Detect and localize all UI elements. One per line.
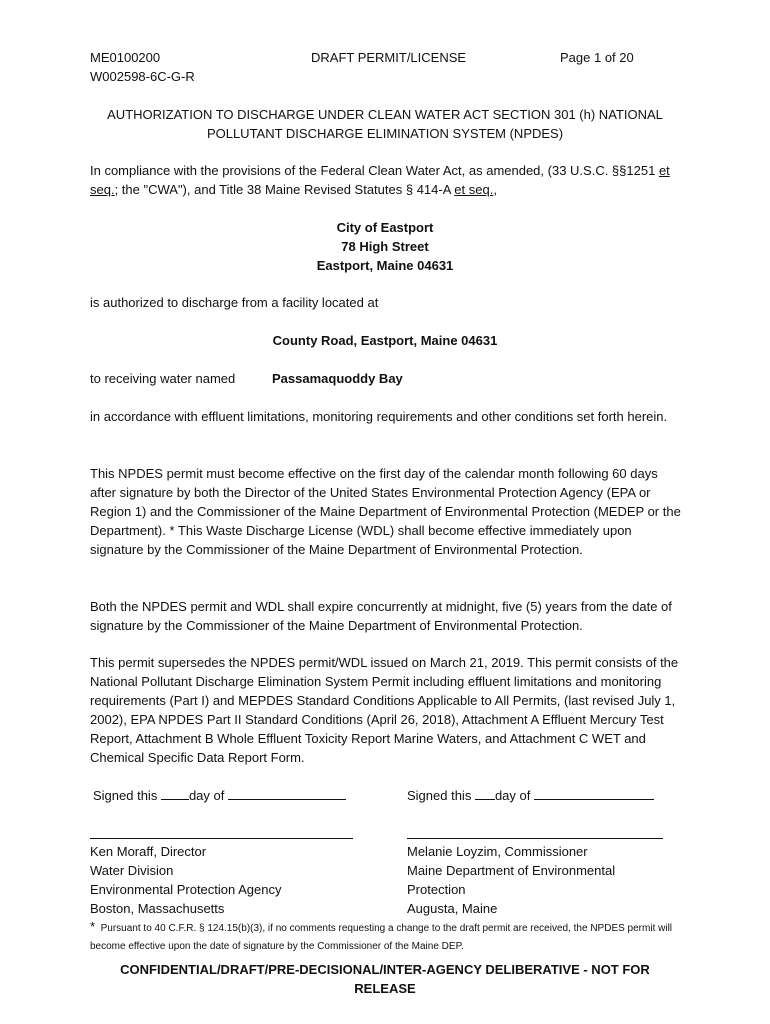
accordance-paragraph: in accordance with effluent limitations, monitoring requirements and other conditions set forth herein.: [90, 409, 668, 424]
compliance-paragraph: [90, 161, 682, 199]
epa-day-blank[interactable]: [161, 785, 189, 800]
expiration-paragraph: Both the NPDES permit and WDL shall expire concurrently at midnight, five (5) years from the date of signature by the Commissioner of the Maine Department of Environmental Protection.: [90, 599, 672, 633]
facility-location: County Road, Eastport, Maine 04631: [272, 333, 498, 348]
medep-department-cont: Protection: [407, 882, 466, 897]
permittee-city: Eastport, Maine 04631: [316, 258, 454, 273]
epa-signatory: [90, 842, 360, 918]
medep-location: Augusta, Maine: [407, 901, 498, 916]
footnote: [90, 918, 680, 956]
permittee-address: [90, 218, 680, 275]
day-of-label: day of: [494, 788, 531, 803]
signed-this-label: Signed this: [407, 788, 472, 803]
et-seq-2: et seq.: [454, 182, 494, 197]
title-line-1: AUTHORIZATION TO DISCHARGE UNDER CLEAN WATER ACT SECTION 301 (h) NATIONAL: [107, 107, 663, 122]
medep-signatory-name: Melanie Loyzim, Commissioner: [407, 844, 588, 859]
medep-signature-line[interactable]: [407, 838, 663, 839]
permittee-street: 78 High Street: [341, 239, 429, 254]
page-indicator: Page 1 of 20: [560, 50, 634, 65]
receiving-water-name: Passamaquoddy Bay: [272, 371, 403, 386]
facility-intro: is authorized to discharge from a facility located at: [90, 295, 379, 310]
medep-day-blank[interactable]: [475, 785, 495, 800]
epa-agency: Environmental Protection Agency: [90, 882, 282, 897]
epa-signed-line: [93, 785, 363, 805]
permittee-name: City of Eastport: [336, 220, 434, 235]
et-seq-1: et seq.: [90, 163, 670, 197]
epa-division: Water Division: [90, 863, 174, 878]
compliance-text-1: In compliance with the provisions of the Federal Clean Water Act, as amended, (33 U.S.C. §§1251: [90, 163, 659, 178]
compliance-text-2: ; the "CWA"), and Title 38 Maine Revised Statutes § 414-A: [114, 182, 455, 197]
license-number: W002598-6C-G-R: [90, 69, 195, 84]
medep-signatory: [407, 842, 677, 918]
confidential-banner: CONFIDENTIAL/DRAFT/PRE-DECISIONAL/INTER-AGENCY DELIBERATIVE - NOT FOR RELEASE: [120, 962, 650, 996]
medep-date-blank[interactable]: [534, 785, 654, 800]
day-of-label: day of: [188, 788, 225, 803]
header-row: [90, 48, 650, 67]
footnote-text: Pursuant to 40 C.F.R. § 124.15(b)(3), if no comments requesting a change to the draft permit are received, the NPDES permit will become effective upon the date of signature by the Commissioner of the Maine DEP.: [90, 923, 673, 952]
epa-date-blank[interactable]: [228, 785, 346, 800]
supersedes-paragraph: This permit supersedes the NPDES permit/WDL issued on March 21, 2019. This permit consists of the National Pollutant Discharge Elimination System Permit including effluent limitations and monitoring requirements (Part I) and MEPDES Standard Conditions Applicable to All Permits, (last revised July 1, 2002), EPA NPDES Part II Standard Conditions (April 26, 2018), Attachment A Effluent Mercury Test Report, Attachment B Whole Effluent Toxicity Report Marine Waters, and Attachment C WET and Chemical Specific Data Report Form.: [90, 655, 679, 765]
permit-number: ME0100200: [90, 50, 161, 65]
footnote-marker: *: [90, 919, 96, 934]
signed-this-label: Signed this: [93, 788, 158, 803]
medep-department: Maine Department of Environmental: [407, 863, 616, 878]
document-title: [90, 105, 680, 143]
document-type: DRAFT PERMIT/LICENSE: [311, 50, 467, 65]
compliance-text-3: ,: [493, 182, 497, 197]
epa-location: Boston, Massachusetts: [90, 901, 225, 916]
medep-signed-line: [407, 785, 677, 805]
title-line-2: POLLUTANT DISCHARGE ELIMINATION SYSTEM (NPDES): [206, 126, 564, 141]
epa-signatory-name: Ken Moraff, Director: [90, 844, 207, 859]
epa-signature-line[interactable]: [90, 838, 353, 839]
effective-paragraph: This NPDES permit must become effective on the first day of the calendar month following 60 days after signature by both the Director of the United States Environmental Protection Agency (EPA or Region 1) and the Commissioner of the Maine Department of Environmental Protection (MEDEP or the Department). * This Waste Discharge License (WDL) shall become effective immediately upon signature by the Commissioner of the Maine Department of Environmental Protection.: [90, 466, 681, 557]
receiving-water-label: to receiving water named: [90, 371, 236, 386]
